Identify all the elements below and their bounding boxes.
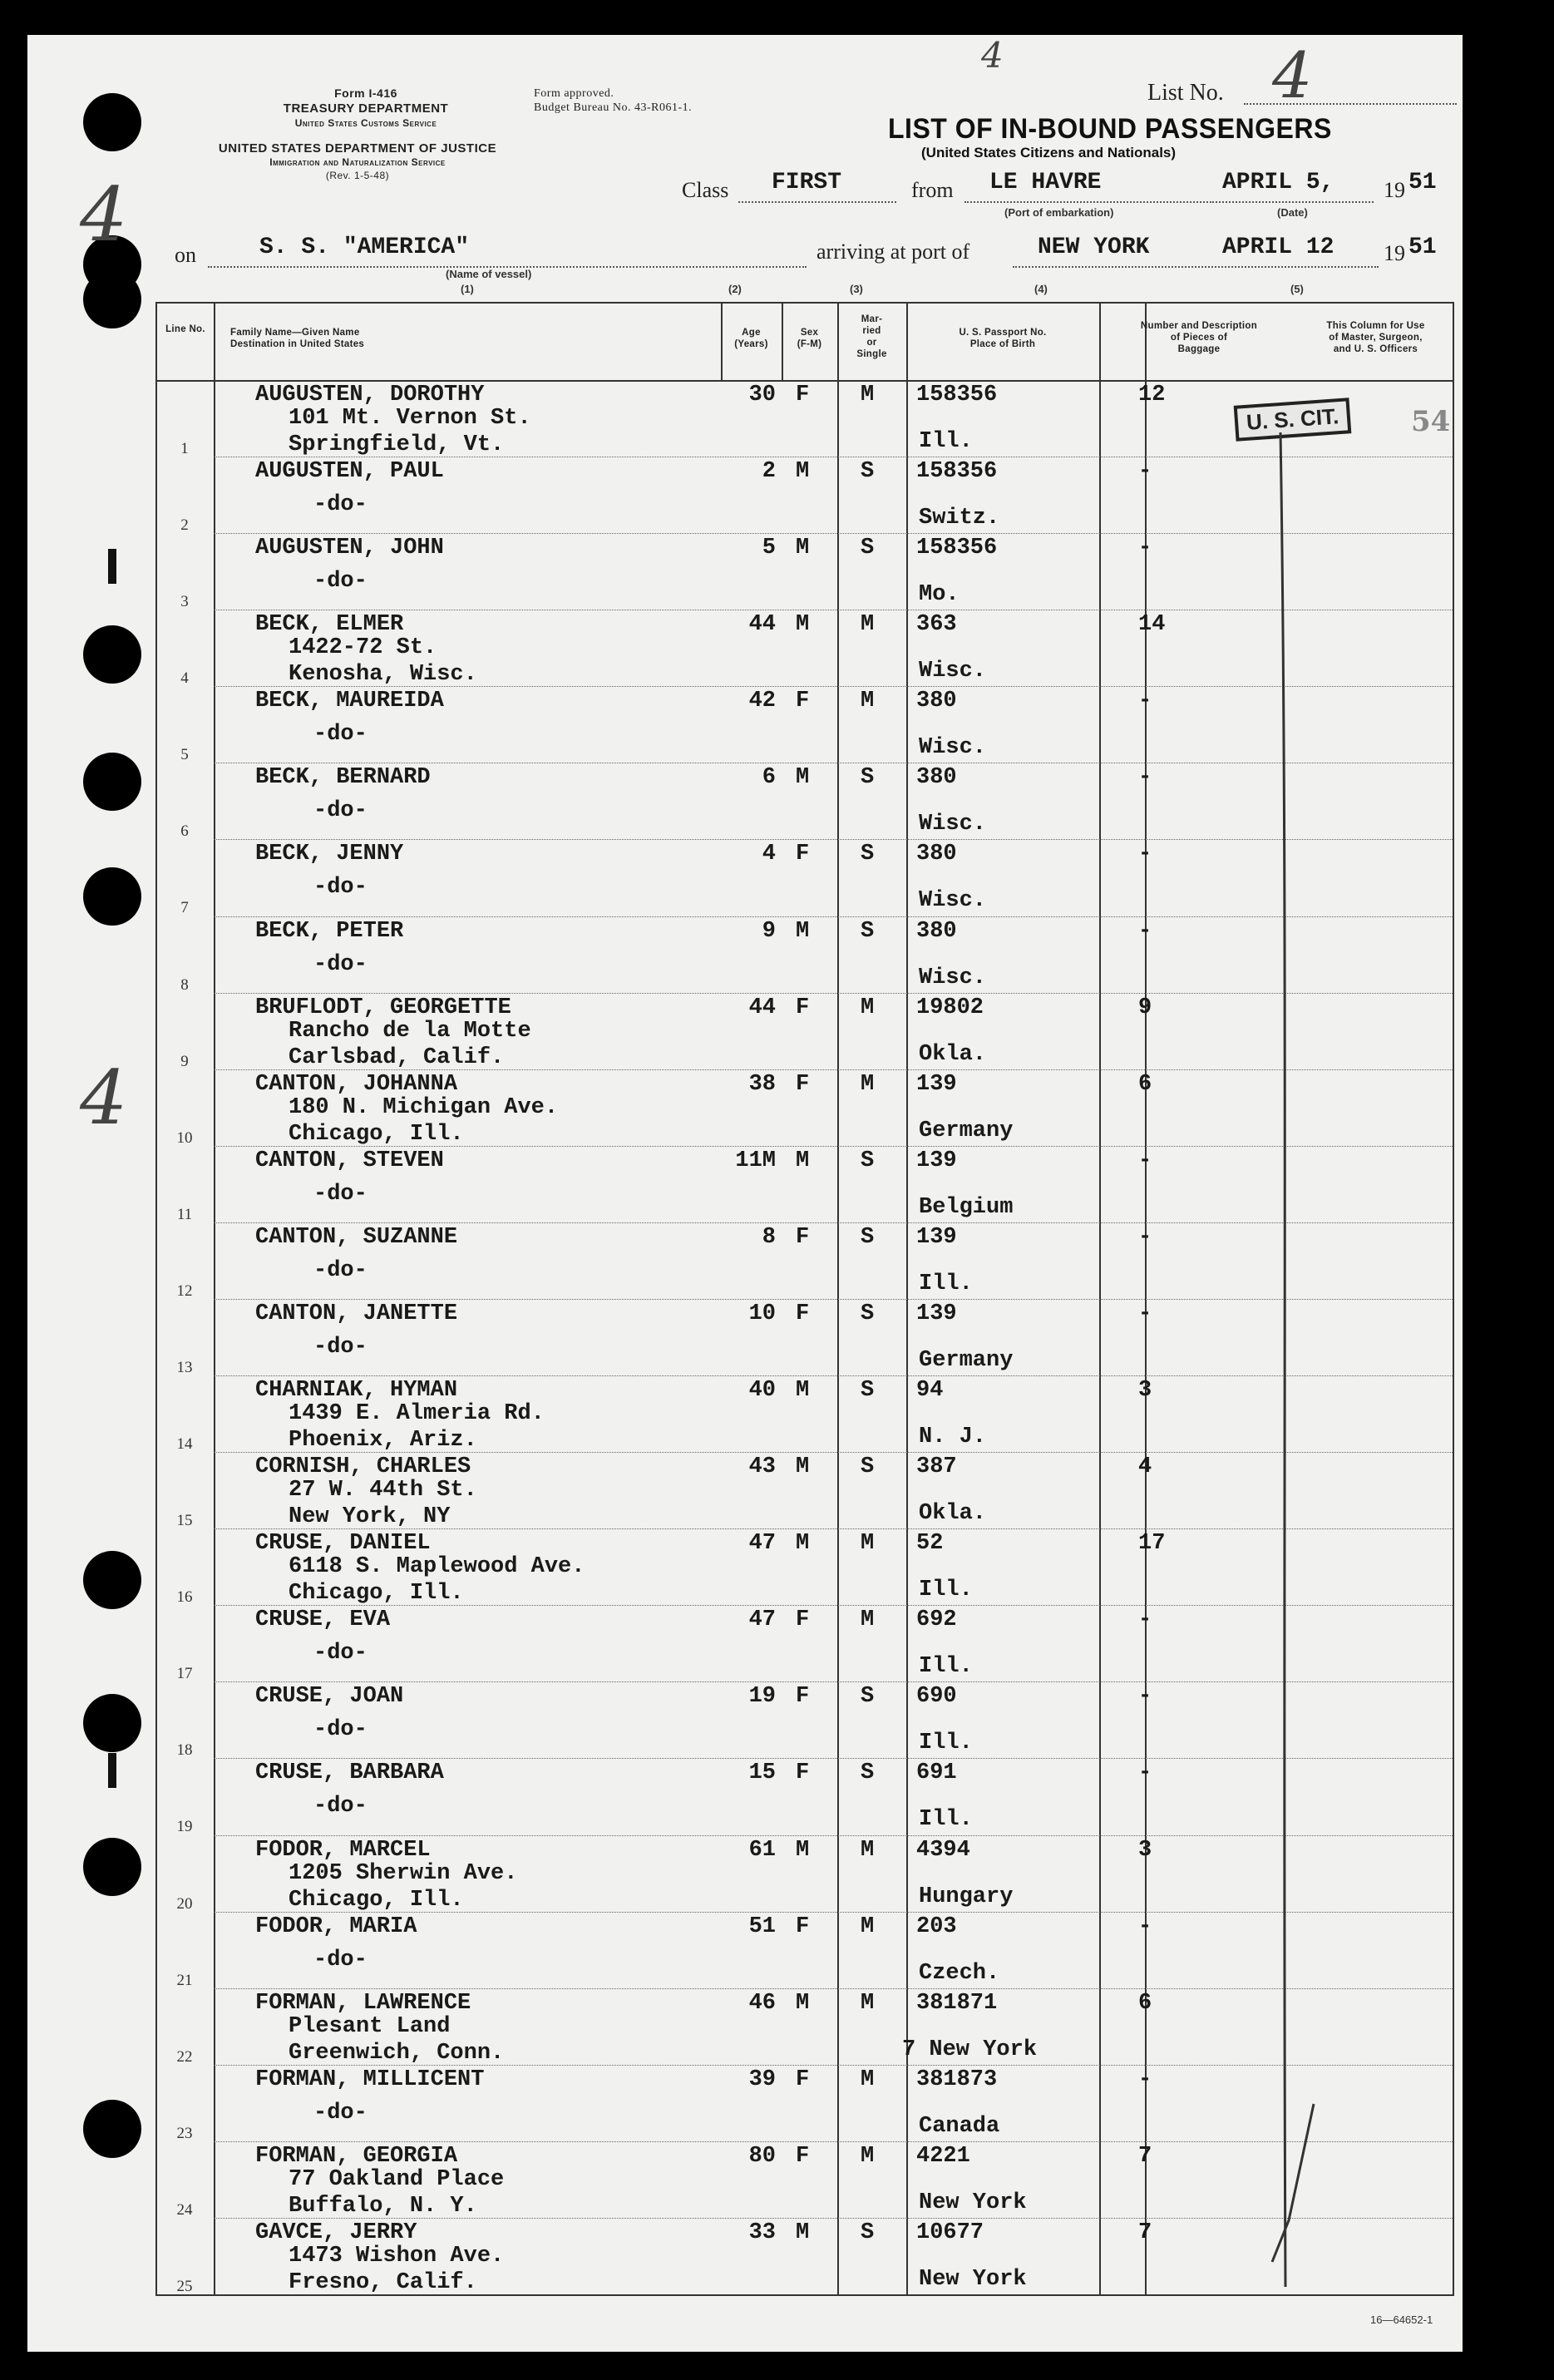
passport-number: 52 (916, 1531, 944, 1557)
baggage: 12 (1138, 383, 1166, 407)
binder-hole (83, 753, 141, 811)
sex: F (796, 1301, 810, 1326)
baggage: - (1138, 1684, 1152, 1710)
married-single: S (861, 536, 875, 561)
passport-number: 380 (916, 918, 957, 944)
doj: UNITED STATES DEPARTMENT OF JUSTICE (218, 141, 497, 156)
passport-number: 381871 (916, 1990, 998, 2016)
passport-number: 203 (916, 1913, 957, 1939)
passport-number: 10677 (916, 2220, 984, 2245)
col-number-2: (2) (728, 283, 742, 295)
officer-check-line (1231, 432, 1330, 2295)
sex: M (796, 765, 810, 791)
age: 61 (748, 1837, 776, 1863)
destination-line: -do- (313, 1947, 368, 1973)
passenger-name: BECK, JENNY (255, 842, 404, 867)
form-number: Form I-416 (334, 86, 397, 100)
sex: F (796, 1913, 810, 1939)
passport-number: 139 (916, 1301, 957, 1326)
place-of-birth: Okla. (919, 1041, 987, 1067)
destination-line: -do- (313, 1794, 368, 1820)
line-number: 7 (180, 899, 189, 917)
baggage: 3 (1138, 1837, 1152, 1863)
married-single: S (861, 2220, 875, 2245)
col-number-3: (3) (850, 283, 863, 295)
age: 47 (748, 1607, 776, 1633)
place-of-birth: Wisc. (919, 735, 987, 761)
passport-number: 690 (916, 1684, 957, 1710)
line-number: 15 (176, 1512, 193, 1530)
destination-line: 6118 S. Maplewood Ave. (289, 1554, 585, 1580)
citizen-stamp: U. S. CIT. (1234, 397, 1352, 442)
sex: M (796, 459, 810, 485)
place-of-birth: Wisc. (919, 888, 987, 914)
place-of-birth: Czech. (919, 1960, 1000, 1986)
passenger-name: CHARNIAK, HYMAN (255, 1378, 458, 1404)
passenger-name: FORMAN, MILLICENT (255, 2066, 485, 2092)
binder-hole (83, 1838, 141, 1896)
baggage: - (1138, 1913, 1152, 1939)
treasury-dept: TREASURY DEPARTMENT (283, 101, 449, 116)
passenger-name: FODOR, MARIA (255, 1913, 417, 1939)
married-single: M (861, 1071, 875, 1097)
passenger-name: CANTON, JANETTE (255, 1301, 458, 1326)
sex: M (796, 1148, 810, 1173)
place-of-birth: Switz. (919, 506, 1000, 531)
baggage: 3 (1138, 1378, 1152, 1404)
married-single: S (861, 1684, 875, 1710)
destination-line: Fresno, Calif. (289, 2269, 477, 2295)
line-number: 22 (176, 2047, 193, 2066)
age: 51 (748, 1913, 776, 1939)
age: 43 (748, 1454, 776, 1480)
line-number: 4 (180, 669, 189, 688)
destination-line: Phoenix, Ariz. (289, 1428, 477, 1454)
married-single: S (861, 1454, 875, 1480)
footer-code: 16—64652-1 (1370, 2313, 1433, 2326)
age: 39 (748, 2066, 776, 2092)
binder-hole (83, 867, 141, 926)
sex: M (796, 536, 810, 561)
on-label: on (175, 243, 196, 267)
sex: F (796, 383, 810, 407)
passport-number: 139 (916, 1224, 957, 1250)
destination-line: -do- (313, 569, 368, 595)
list-no-label: List No. (1147, 80, 1224, 106)
sex: M (796, 1378, 810, 1404)
sex: M (796, 1837, 810, 1863)
sex: M (796, 1531, 810, 1557)
passenger-name: BECK, MAUREIDA (255, 689, 444, 714)
line-number: 8 (180, 975, 189, 994)
passport-number: 380 (916, 842, 957, 867)
line-number: 12 (176, 1281, 193, 1300)
col-number-5: (5) (1290, 283, 1304, 295)
age: 11M (735, 1148, 776, 1173)
destination-line: Chicago, Ill. (289, 1121, 464, 1147)
married-single: M (861, 383, 875, 407)
destination-line: New York, NY (289, 1504, 451, 1530)
customs-service: United States Customs Service (294, 117, 437, 129)
age: 15 (748, 1760, 776, 1786)
place-of-birth: 7 New York (902, 2037, 1038, 2062)
passport-number: 363 (916, 612, 957, 638)
vessel-name: S. S. "AMERICA" (259, 235, 470, 260)
sex: F (796, 2143, 810, 2169)
departure-date: APRIL 5, (1222, 170, 1334, 195)
destination-line: 101 Mt. Vernon St. (289, 406, 531, 431)
line-number: 20 (176, 1894, 193, 1913)
passenger-name: CRUSE, BARBARA (255, 1760, 444, 1786)
destination-line: 77 Oakland Place (289, 2166, 505, 2192)
arrival-year: 51 (1408, 235, 1437, 260)
port-embark-caption: (Port of embarkation) (1004, 206, 1114, 219)
destination-line: Rancho de la Motte (289, 1018, 531, 1044)
sex: F (796, 995, 810, 1020)
ins: Immigration and Naturalization Service (269, 156, 446, 168)
budget-bureau: Budget Bureau No. 43-R061-1. (534, 101, 693, 114)
line-number: 10 (176, 1128, 193, 1147)
passport-number: 158356 (916, 536, 998, 561)
married-single: M (861, 1607, 875, 1633)
sex: F (796, 2066, 810, 2092)
sex: F (796, 1607, 810, 1633)
destination-line: 27 W. 44th St. (289, 1478, 477, 1504)
age: 47 (748, 1531, 776, 1557)
age: 38 (748, 1071, 776, 1097)
baggage: 7 (1138, 2143, 1152, 2169)
port-of-embarkation: LE HAVRE (989, 170, 1102, 195)
married-single: S (861, 1224, 875, 1250)
passport-number: 387 (916, 1454, 957, 1480)
line-number: 1 (180, 440, 189, 457)
col-name: Family Name—Given Name Destination in United States (230, 328, 365, 349)
place-of-birth: Okla. (919, 1501, 987, 1527)
top-hand-mark: 4 (981, 35, 1004, 76)
married-single: M (861, 1990, 875, 2016)
destination-line: -do- (313, 1181, 368, 1207)
line-number: 16 (176, 1588, 193, 1607)
binder-hole (83, 625, 141, 684)
place-of-birth: Ill. (919, 1578, 973, 1603)
binder-hole (83, 270, 141, 328)
married-single: S (861, 1301, 875, 1326)
place-of-birth: Belgium (919, 1194, 1014, 1220)
margin-mark: 4 (80, 171, 128, 259)
age: 80 (748, 2143, 776, 2169)
age: 33 (748, 2220, 776, 2245)
passenger-name: FORMAN, GEORGIA (255, 2143, 458, 2169)
married-single: M (861, 689, 875, 714)
destination-line: Carlsbad, Calif. (289, 1044, 505, 1070)
married-single: M (861, 612, 875, 638)
destination-line: 1205 Sherwin Ave. (289, 1860, 518, 1886)
married-single: M (861, 1913, 875, 1939)
married-single: S (861, 459, 875, 485)
passport-number: 139 (916, 1148, 957, 1173)
passenger-name: FORMAN, LAWRENCE (255, 1990, 471, 2016)
married-single: M (861, 1531, 875, 1557)
line-number: 3 (180, 593, 189, 611)
place-of-birth: Wisc. (919, 965, 987, 990)
destination-line: -do- (313, 2100, 368, 2126)
revision: (Rev. 1-5-48) (325, 170, 390, 181)
baggage: 14 (1138, 612, 1166, 638)
col-married: Mar- ried or Single (856, 314, 887, 359)
passenger-name: AUGUSTEN, PAUL (255, 459, 444, 485)
passport-number: 158356 (916, 459, 998, 485)
destination-line: Plesant Land (289, 2013, 451, 2039)
destination-line: Greenwich, Conn. (289, 2040, 505, 2066)
line-number: 24 (176, 2200, 193, 2219)
binder-hole (83, 93, 141, 151)
age: 44 (748, 612, 776, 638)
passenger-name: CORNISH, CHARLES (255, 1454, 471, 1480)
binder-hole (83, 1694, 141, 1752)
passport-number: 691 (916, 1760, 957, 1786)
age: 30 (748, 383, 776, 407)
place-of-birth: Wisc. (919, 659, 987, 684)
baggage: 6 (1138, 1071, 1152, 1097)
port-of-arrival: NEW YORK (1038, 235, 1150, 260)
married-single: M (861, 2066, 875, 2092)
baggage: 6 (1138, 1990, 1152, 2016)
place-of-birth: Hungary (919, 1884, 1014, 1909)
destination-line: 1422-72 St. (289, 635, 437, 661)
place-of-birth: Ill. (919, 1807, 973, 1833)
passenger-name: BECK, BERNARD (255, 765, 431, 791)
line-number: 23 (176, 2124, 193, 2142)
passport-number: 94 (916, 1378, 944, 1404)
destination-line: Springfield, Vt. (289, 432, 505, 457)
departure-year: 51 (1408, 170, 1437, 195)
destination-line: Chicago, Ill. (289, 1887, 464, 1913)
married-single: S (861, 765, 875, 791)
passport-number: 4221 (916, 2143, 970, 2169)
place-of-birth: N. J. (919, 1425, 987, 1450)
baggage: - (1138, 459, 1152, 485)
passenger-name: AUGUSTEN, DOROTHY (255, 383, 485, 407)
class-label: Class (682, 178, 729, 202)
place-of-birth: New York (919, 2190, 1027, 2215)
binder-pin (108, 1753, 116, 1788)
destination-line: -do- (313, 492, 368, 518)
age: 9 (762, 918, 776, 944)
line-number: 21 (176, 1971, 193, 1989)
destination-line: -do- (313, 875, 368, 901)
destination-line: 1439 E. Almeria Rd. (289, 1401, 545, 1427)
sex: F (796, 1071, 810, 1097)
sex: F (796, 689, 810, 714)
place-of-birth: Ill. (919, 1654, 973, 1680)
passenger-name: GAVCE, JERRY (255, 2220, 417, 2245)
baggage: 4 (1138, 1454, 1152, 1480)
line-number: 25 (176, 2277, 193, 2295)
baggage: - (1138, 1760, 1152, 1786)
sex: F (796, 1684, 810, 1710)
line-number: 11 (176, 1205, 193, 1223)
sex: F (796, 1224, 810, 1250)
place-of-birth: Mo. (919, 582, 960, 608)
line-number: 18 (176, 1741, 193, 1760)
sex: M (796, 2220, 810, 2245)
married-single: S (861, 918, 875, 944)
married-single: S (861, 842, 875, 867)
passport-number: 380 (916, 765, 957, 791)
from-label: from (911, 178, 954, 202)
col-line: Line No. (165, 324, 205, 334)
place-of-birth: Canada (919, 2113, 1000, 2139)
age: 44 (748, 995, 776, 1020)
destination-line: -do- (313, 951, 368, 977)
destination-line: Kenosha, Wisc. (289, 662, 477, 688)
sex: M (796, 612, 810, 638)
col-age: Age (Years) (734, 328, 768, 349)
passport-number: 380 (916, 689, 957, 714)
age: 8 (762, 1224, 776, 1250)
age: 6 (762, 765, 776, 791)
baggage: - (1138, 918, 1152, 944)
passenger-name: CANTON, JOHANNA (255, 1071, 458, 1097)
baggage: - (1138, 1607, 1152, 1633)
married-single: S (861, 1148, 875, 1173)
binder-hole (83, 2100, 141, 2158)
married-single: S (861, 1378, 875, 1404)
passenger-name: BECK, ELMER (255, 612, 404, 638)
passenger-name: CRUSE, EVA (255, 1607, 391, 1633)
line-number: 2 (180, 516, 189, 535)
place-of-birth: Germany (919, 1118, 1014, 1143)
baggage: 9 (1138, 995, 1152, 1020)
year-prefix-2: 19 (1384, 241, 1405, 265)
age: 40 (748, 1378, 776, 1404)
col-passport: U. S. Passport No. Place of Birth (959, 328, 1047, 349)
passport-number: 19802 (916, 995, 984, 1020)
passenger-name: BRUFLODT, GEORGETTE (255, 995, 511, 1020)
destination-line: Buffalo, N. Y. (289, 2193, 477, 2219)
sex: F (796, 842, 810, 867)
list-no-value: 4 (1272, 38, 1313, 112)
destination-line: -do- (313, 1717, 368, 1743)
place-of-birth: Wisc. (919, 812, 987, 837)
page-title: LIST OF IN-BOUND PASSENGERS (888, 111, 1332, 145)
baggage: 17 (1138, 1531, 1166, 1557)
page-subtitle: (United States Citizens and Nationals) (921, 145, 1177, 160)
baggage: - (1138, 689, 1152, 714)
married-single: M (861, 1837, 875, 1863)
arriving-label: arriving at port of (816, 239, 970, 264)
passenger-name: CRUSE, JOAN (255, 1684, 404, 1710)
line-number: 13 (176, 1358, 193, 1376)
sex: M (796, 918, 810, 944)
destination-line: 1473 Wishon Ave. (289, 2243, 505, 2269)
place-of-birth: Germany (919, 1347, 1014, 1373)
sex: M (796, 1990, 810, 2016)
baggage: 7 (1138, 2220, 1152, 2245)
baggage: - (1138, 1148, 1152, 1173)
passenger-name: CRUSE, DANIEL (255, 1531, 431, 1557)
baggage: - (1138, 765, 1152, 791)
sex: F (796, 1760, 810, 1786)
line-number: 17 (176, 1665, 193, 1683)
year-prefix: 19 (1384, 178, 1405, 202)
passport-number: 158356 (916, 383, 998, 407)
married-single: M (861, 995, 875, 1020)
sex: M (796, 1454, 810, 1480)
place-of-birth: Ill. (919, 1271, 973, 1296)
destination-line: Chicago, Ill. (289, 1581, 464, 1607)
destination-line: -do- (313, 798, 368, 824)
col-officers: This Column for Use of Master, Surgeon, and U. S. Officers (1326, 321, 1425, 354)
baggage: - (1138, 842, 1152, 867)
form-approved: Form approved. (534, 87, 614, 100)
passport-number: 139 (916, 1071, 957, 1097)
age: 19 (748, 1684, 776, 1710)
place-of-birth: New York (919, 2266, 1027, 2292)
baggage: - (1138, 536, 1152, 561)
married-single: M (861, 2143, 875, 2169)
stamp-number: 54 (1411, 405, 1451, 438)
destination-line: -do- (313, 1334, 368, 1360)
passenger-name: CANTON, SUZANNE (255, 1224, 458, 1250)
binder-pin (108, 549, 116, 584)
passenger-name: CANTON, STEVEN (255, 1148, 444, 1173)
passenger-name: BECK, PETER (255, 918, 404, 944)
passport-number: 692 (916, 1607, 957, 1633)
baggage: - (1138, 2066, 1152, 2092)
age: 2 (762, 459, 776, 485)
baggage: - (1138, 1301, 1152, 1326)
col-sex: Sex (F-M) (797, 328, 822, 349)
age: 4 (762, 842, 776, 867)
destination-line: 180 N. Michigan Ave. (289, 1094, 559, 1120)
arrival-date: APRIL 12 (1222, 235, 1334, 260)
line-number: 19 (176, 1818, 193, 1836)
col-baggage: Number and Description of Pieces of Baggage (1140, 321, 1258, 354)
destination-line: -do- (313, 722, 368, 748)
vessel-caption: (Name of vessel) (446, 268, 532, 280)
place-of-birth: Ill. (919, 429, 973, 454)
passenger-name: AUGUSTEN, JOHN (255, 536, 444, 561)
passenger-name: FODOR, MARCEL (255, 1837, 431, 1863)
date-caption: (Date) (1277, 206, 1308, 219)
class-value: FIRST (772, 170, 842, 195)
binder-hole (83, 1551, 141, 1609)
place-of-birth: Ill. (919, 1731, 973, 1756)
age: 46 (748, 1990, 776, 2016)
baggage: - (1138, 1224, 1152, 1250)
age: 5 (762, 536, 776, 561)
passport-number: 4394 (916, 1837, 970, 1863)
age: 10 (748, 1301, 776, 1326)
destination-line: -do- (313, 1257, 368, 1283)
passport-number: 381873 (916, 2066, 998, 2092)
col-number-4: (4) (1034, 283, 1048, 295)
col-number-1: (1) (461, 283, 474, 295)
age: 42 (748, 689, 776, 714)
line-number: 9 (180, 1052, 189, 1070)
margin-mark: 4 (80, 1054, 128, 1142)
married-single: S (861, 1760, 875, 1786)
line-number: 14 (176, 1435, 193, 1454)
destination-line: -do- (313, 1641, 368, 1666)
line-number: 6 (180, 822, 189, 841)
line-number: 5 (180, 746, 189, 764)
